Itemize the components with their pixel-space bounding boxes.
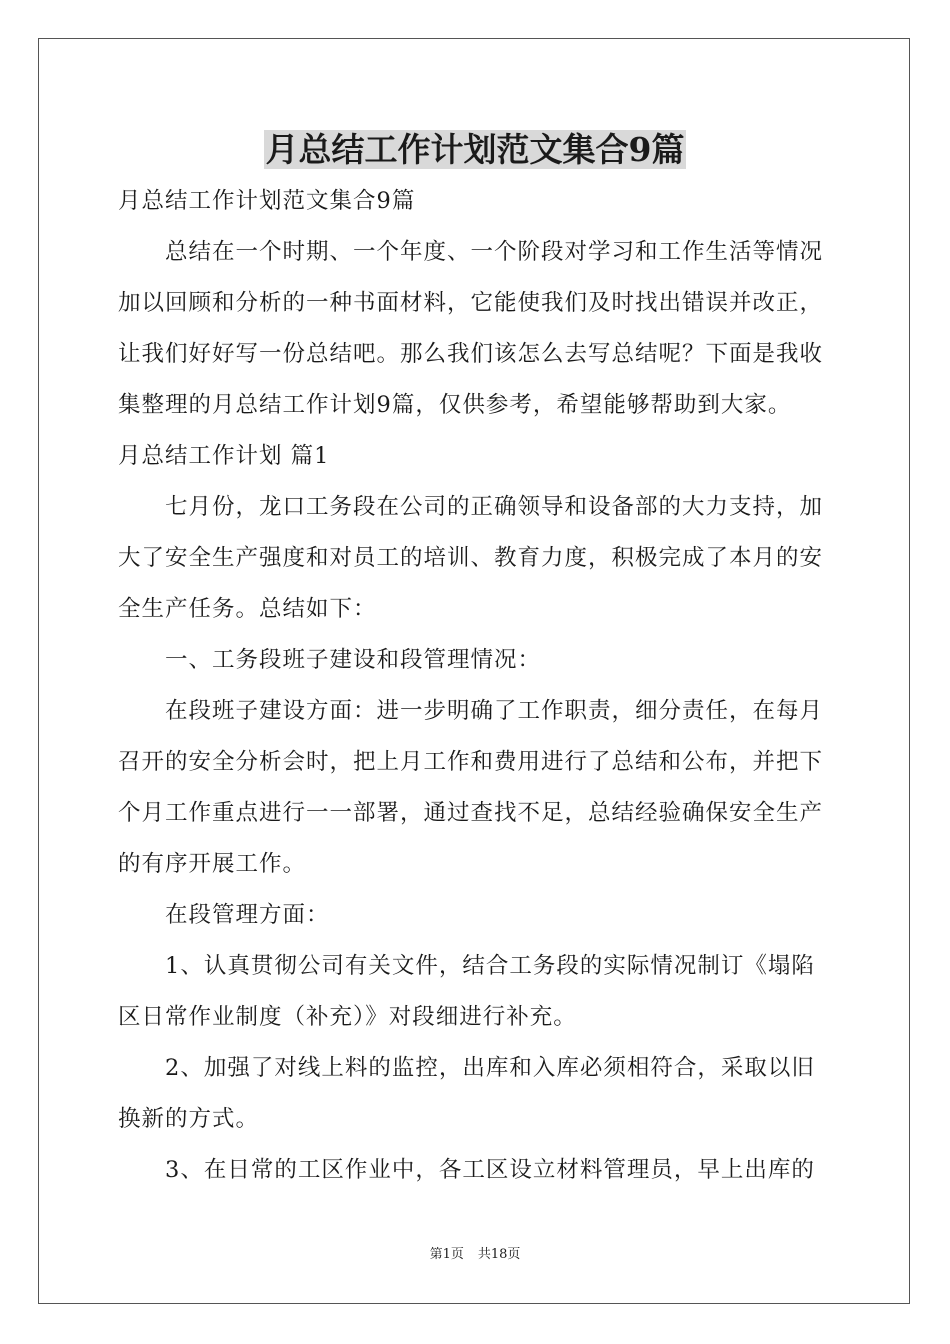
body-line: 3、在日常的工区作业中，各工区设立材料管理员，早上出库的 [118, 1157, 815, 1183]
section-heading: 月总结工作计划 篇1 [118, 443, 330, 469]
body-line: 在段管理方面： [118, 902, 330, 928]
body-line: 的有序开展工作。 [118, 851, 307, 877]
body-line: 1、认真贯彻公司有关文件，结合工务段的实际情况制订《塌陷 [118, 953, 815, 979]
body-line: 月总结工作计划范文集合9篇 [118, 188, 416, 214]
body-line: 集整理的月总结工作计划9篇，仅供参考，希望能够帮助到大家。 [118, 392, 792, 418]
document-body [118, 176, 834, 1196]
body-line: 全生产任务。总结如下： [118, 596, 377, 622]
page-total: 共18页 [477, 1247, 521, 1262]
body-line: 一、工务段班子建设和段管理情况： [118, 647, 542, 673]
body-line: 2、加强了对线上料的监控，出库和入库必须相符合，采取以旧 [118, 1055, 815, 1081]
document-title [0, 128, 950, 172]
page-footer [0, 1245, 950, 1265]
body-line: 加以回顾和分析的一种书面材料，它能使我们及时找出错误并改正， [118, 290, 824, 316]
body-line: 换新的方式。 [118, 1106, 260, 1132]
body-line: 个月工作重点进行一一部署，通过查找不足，总结经验确保安全生产 [118, 800, 824, 826]
body-line: 大了安全生产强度和对员工的培训、教育力度，积极完成了本月的安 [118, 545, 824, 571]
body-line: 总结在一个时期、一个年度、一个阶段对学习和工作生活等情况 [118, 239, 824, 265]
document-title-text: 月总结工作计划范文集合9篇 [265, 130, 685, 169]
body-line: 七月份，龙口工务段在公司的正确领导和设备部的大力支持，加 [118, 494, 824, 520]
body-line: 召开的安全分析会时，把上月工作和费用进行了总结和公布，并把下 [118, 749, 824, 775]
body-line: 区日常作业制度（补充）》对段细进行补充。 [118, 1004, 577, 1030]
body-line: 在段班子建设方面：进一步明确了工作职责，细分责任，在每月 [118, 698, 824, 724]
page-number: 第1页 [429, 1247, 464, 1262]
body-line: 让我们好好写一份总结吧。那么我们该怎么去写总结呢？下面是我收 [118, 341, 824, 367]
